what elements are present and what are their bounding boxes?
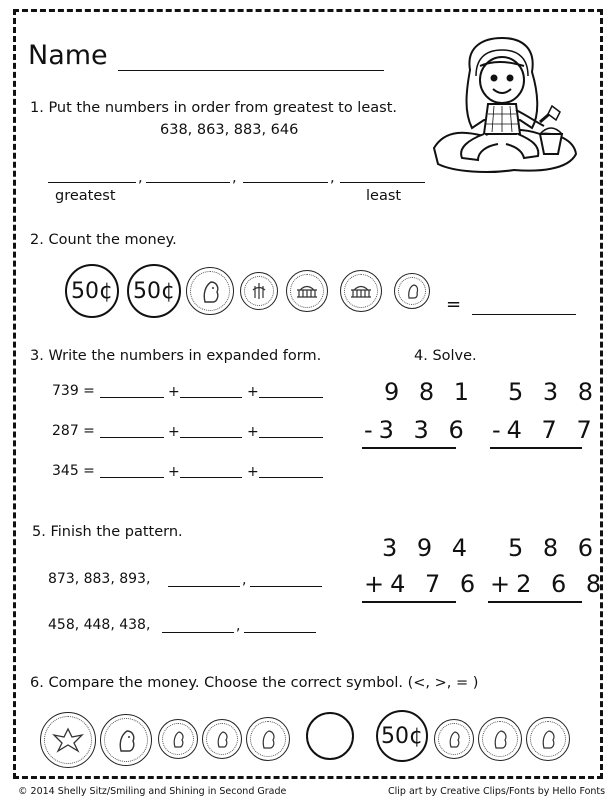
q3-row-1-number: 739 = [52, 383, 95, 399]
q3-row-3-number: 345 = [52, 463, 95, 479]
q1-blank-2[interactable] [146, 182, 230, 183]
q2-equals-sign: = [446, 294, 462, 315]
footer-credits: Clip art by Creative Clips/Fonts by Hello Fonts [388, 786, 606, 797]
q3-row-2-plus-2: + [247, 424, 259, 440]
q6-prompt: 6. Compare the money. Choose the correct symbol. (<, >, = ) [30, 675, 479, 691]
q3-row-3-blank-1[interactable] [100, 477, 164, 478]
half-dollar-2: 50¢ [127, 264, 181, 318]
q1-blank-4[interactable] [340, 182, 425, 183]
q5-prompt: 5. Finish the pattern. [32, 524, 183, 540]
girl-in-sand-clipart [428, 36, 580, 186]
half-dollar-coin-eagle [40, 712, 96, 768]
dime-coin-3 [202, 719, 242, 759]
q4-problem-1-answer-line[interactable] [362, 447, 456, 449]
q1-numbers: 638, 863, 883, 646 [160, 122, 299, 138]
q3-row-2-plus-1: + [168, 424, 180, 440]
q3-row-1-plus-2: + [247, 384, 259, 400]
q3-row-1-blank-3[interactable] [259, 397, 323, 398]
q1-least-label: least [366, 188, 402, 204]
q3-row-2-blank-1[interactable] [100, 437, 164, 438]
q4-problem-1-top: 9 8 1 [384, 378, 476, 406]
q4-problem-1-bottom: -3 3 6 [364, 416, 470, 444]
half-dollar-1: 50¢ [65, 264, 119, 318]
q3-prompt: 3. Write the numbers in expanded form. [30, 348, 322, 364]
dime-coin [240, 272, 278, 310]
q4-problem-4-bottom: +2 6 8 [490, 570, 608, 598]
dime-coin-2 [158, 719, 198, 759]
q4-problem-4-answer-line[interactable] [488, 601, 582, 603]
name-field[interactable] [118, 70, 384, 71]
q3-row-3-plus-1: + [168, 464, 180, 480]
q1-comma-3: , [330, 170, 335, 186]
q5-pattern-1: 873, 883, 893, [48, 571, 151, 587]
q3-row-3-blank-3[interactable] [259, 477, 323, 478]
nickel-coin-2 [340, 270, 382, 312]
q4-problem-2-bottom: -4 7 7 [492, 416, 598, 444]
q5-pattern-2: 458, 448, 438, [48, 617, 151, 633]
q4-prompt: 4. Solve. [414, 348, 477, 364]
quarter-coin [186, 267, 234, 315]
q3-row-1-blank-1[interactable] [100, 397, 164, 398]
q3-row-2-blank-3[interactable] [259, 437, 323, 438]
q1-blank-3[interactable] [243, 182, 328, 183]
q4-problem-4-top: 5 8 6 [508, 534, 600, 562]
compare-symbol-circle[interactable] [306, 712, 354, 760]
q3-row-2-number: 287 = [52, 423, 95, 439]
footer-copyright: © 2014 Shelly Sitz/Smiling and Shining in Second Grade [18, 786, 287, 797]
q3-row-1-blank-2[interactable] [180, 397, 242, 398]
nickel-coin-5 [526, 717, 570, 761]
q1-blank-1[interactable] [48, 182, 136, 183]
half-dollar-3: 50¢ [376, 710, 428, 762]
q1-comma-2: , [232, 170, 237, 186]
nickel-coin-4 [478, 717, 522, 761]
q1-prompt: 1. Put the numbers in order from greatest to least. [30, 100, 397, 116]
nickel-coin-3 [246, 717, 290, 761]
dime-coin-4 [434, 719, 474, 759]
q1-comma-1: , [138, 170, 143, 186]
q4-problem-2-answer-line[interactable] [490, 447, 582, 449]
q5-pattern-2-blank-2[interactable] [244, 632, 316, 633]
q5-pattern-2-comma: , [236, 618, 241, 634]
q3-row-3-plus-2: + [247, 464, 259, 480]
q2-answer-blank[interactable] [472, 314, 576, 315]
q5-pattern-1-blank-2[interactable] [250, 586, 322, 587]
quarter-coin-2 [100, 714, 152, 766]
q2-prompt: 2. Count the money. [30, 232, 177, 248]
name-label: Name [28, 40, 108, 71]
q3-row-3-blank-2[interactable] [180, 477, 242, 478]
q1-greatest-label: greatest [55, 188, 116, 204]
q3-row-2-blank-2[interactable] [180, 437, 242, 438]
q5-pattern-1-comma: , [242, 572, 247, 588]
q5-pattern-2-blank-1[interactable] [162, 632, 234, 633]
q4-problem-3-top: 3 9 4 [382, 534, 474, 562]
q4-problem-3-bottom: +4 7 6 [364, 570, 482, 598]
penny-coin [394, 273, 430, 309]
q3-row-1-plus-1: + [168, 384, 180, 400]
q4-problem-2-top: 5 3 8 [508, 378, 600, 406]
q4-problem-3-answer-line[interactable] [362, 601, 456, 603]
nickel-coin-1 [286, 270, 328, 312]
q5-pattern-1-blank-1[interactable] [168, 586, 240, 587]
